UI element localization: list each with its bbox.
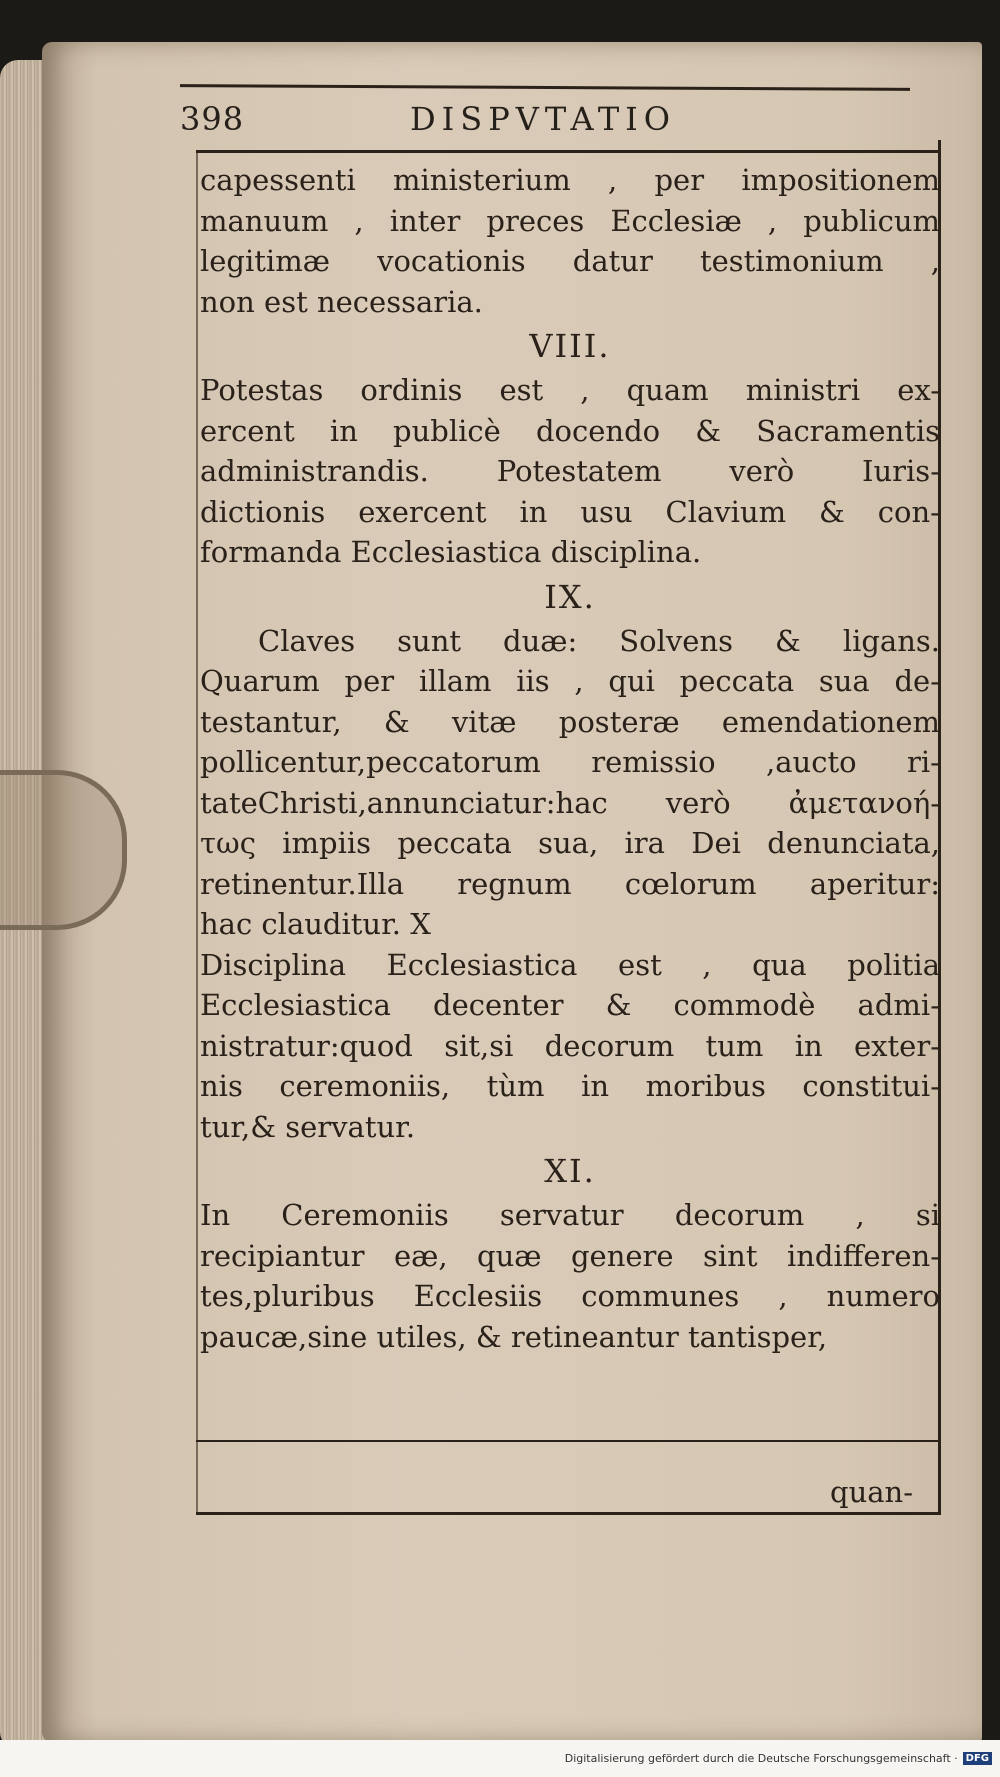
section-numeral: IX. [544,577,596,616]
text-line: hac clauditur. X [200,907,431,941]
text-line: ercent in publicè docendo & Sacramentis [200,413,940,448]
text-line: retinentur.Illa regnum cœlorum aperitur: [200,866,940,901]
text-line: paucæ,sine utiles, & retineantur tantisper, [200,1319,828,1354]
section-numeral: VIII. [529,327,611,365]
book-clasp [0,770,127,930]
running-head: DISPVTATIO [410,100,677,138]
text-line: dictionis exercent in usu Clavium & con- [200,494,940,529]
text-line: τως impiis peccata sua, ira Dei denunciata, [200,826,940,860]
footer-text: Digitalisierung gefördert durch die Deutsche Forschungsgemeinschaft · [564,1752,958,1765]
text-line: Ecclesiastica decenter & commodè admi- [200,988,940,1022]
catchword: quan- [830,1475,914,1509]
text-line: Disciplina Ecclesiastica est , qua politia [200,947,940,982]
text-line: Claves sunt duæ: Solvens & ligans. [258,623,940,658]
text-line: In Ceremoniis servatur decorum , si [200,1198,940,1232]
body-text [200,160,940,1357]
text-line: testantur, & vitæ posteræ emendationem [200,704,940,739]
text-line: administrandis. Potestatem verò Iuris- [200,454,940,488]
text-line: tateChristi,annunciatur:hac verò ἀμετανοή- [200,785,940,820]
text-line: non est necessaria. [200,284,483,319]
section-numeral: XI. [544,1152,596,1190]
text-line: pollicentur,peccatorum remissio ,aucto ri- [200,745,940,779]
bottom-rule-2 [196,1512,938,1515]
page-number: 398 [180,100,245,138]
footer [565,1752,992,1765]
text-line: formanda Ecclesiastica disciplina. [200,535,702,569]
dfg-logo: DFG [963,1752,992,1765]
text-line: Quarum per illam iis , qui peccata sua de- [200,664,940,698]
text-line: capessenti ministerium , per impositionem [200,163,940,197]
header-rule [196,150,938,153]
text-line: tes,pluribus Ecclesiis communes , numero [200,1279,940,1313]
text-line: manuum , inter preces Ecclesiæ , publicum [200,203,940,238]
text-line: nis ceremoniis, tùm in moribus constitui- [200,1069,940,1103]
text-line: legitimæ vocationis datur testimonium , [200,244,940,278]
text-line: tur,& servatur. [200,1109,416,1144]
page-header [180,100,920,148]
text-line: recipiantur eæ, quæ genere sint indifferen- [200,1238,940,1273]
text-line: nistratur:quod sit,si decorum tum in exter- [200,1028,940,1063]
text-line: Potestas ordinis est , quam ministri ex- [200,373,940,407]
bottom-rule-1 [196,1440,938,1442]
left-rule [196,150,198,1515]
